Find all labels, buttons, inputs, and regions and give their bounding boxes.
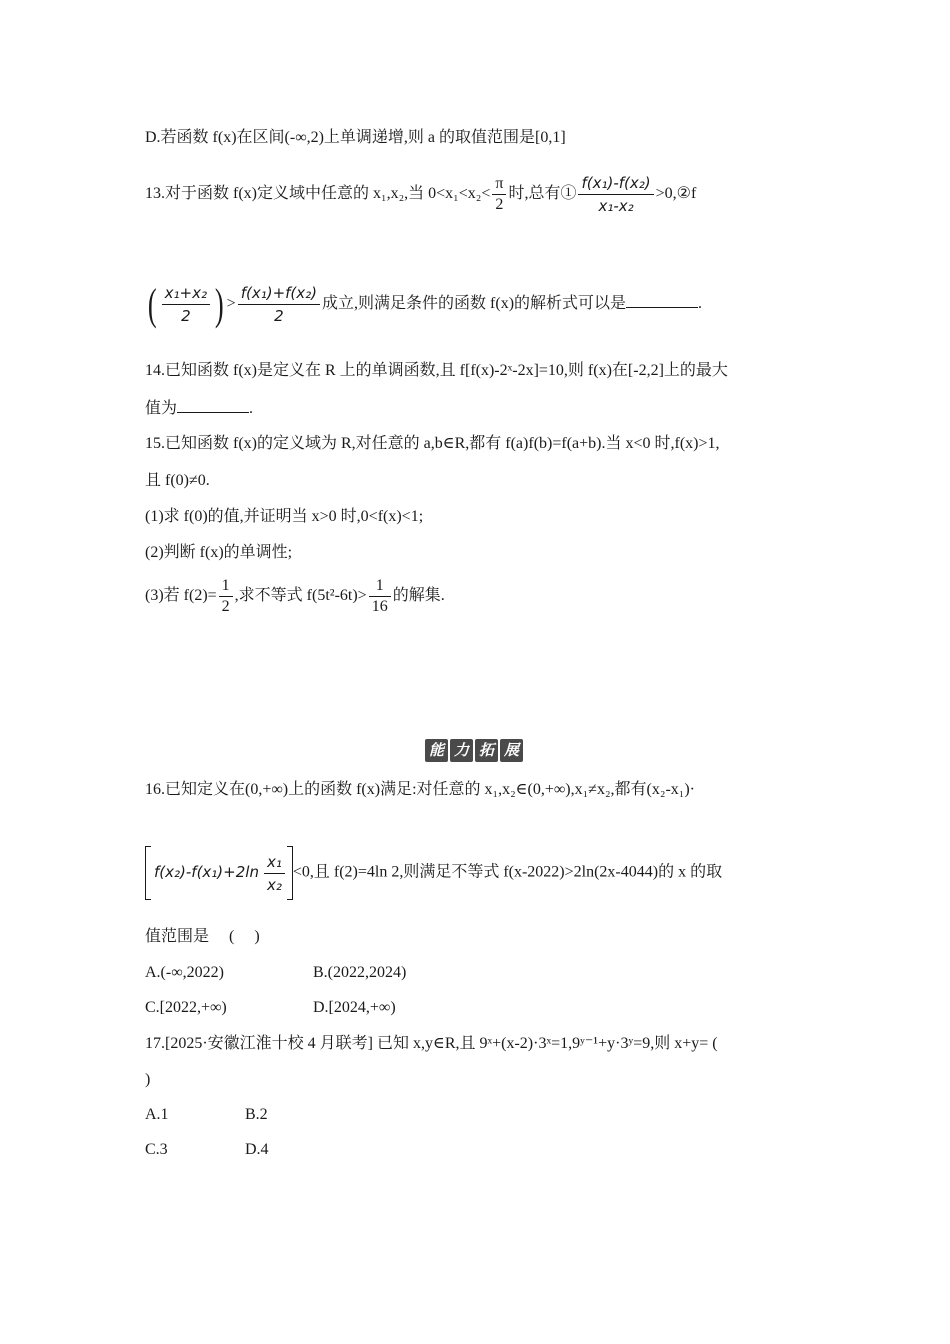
frac2-denominator: 2 [181, 307, 191, 325]
q13-pi-over-2 [492, 174, 506, 215]
q16-option-a[interactable]: A.(-∞,2022) [145, 964, 224, 981]
sixteenth-denominator: 16 [371, 598, 388, 615]
q15-part1: (1)求 f(0)的值,并证明当 x>0 时,0<f(x)<1; [145, 508, 424, 525]
q15-part2: (2)判断 f(x)的单调性; [145, 544, 293, 561]
frac1-denominator: x₁-x₂ [598, 197, 634, 215]
q17-option-b[interactable]: B.2 [245, 1106, 268, 1123]
q15-line2: 且 f(0)≠0. [145, 472, 210, 489]
badge-char-3: 拓 [475, 739, 498, 762]
q17-option-a[interactable]: A.1 [145, 1106, 169, 1123]
q13-gt0: >0,②f [655, 185, 697, 203]
q17-option-c[interactable]: C.3 [145, 1141, 168, 1158]
q13-fraction2 [162, 282, 210, 327]
half-numerator: 1 [219, 576, 233, 597]
q13-answer-blank[interactable] [626, 293, 698, 308]
q14-end: . [249, 400, 254, 417]
badge-char-1: 能 [425, 739, 448, 762]
ln-numerator: x₁ [264, 851, 285, 874]
q15-part3-c: 的解集. [392, 587, 445, 605]
q16-line2-tail: <0,且 f(2)=4ln 2,则满足不等式 f(x-2022)>2ln(2x-4044)的 x 的取 [292, 863, 723, 881]
q16-option-c[interactable]: C.[2022,+∞) [145, 999, 227, 1016]
q15-part3 [145, 576, 445, 617]
q16-option-d[interactable]: D.[2024,+∞) [313, 999, 396, 1016]
frac3-denominator: 2 [274, 307, 284, 325]
q15-sixteenth [369, 576, 391, 617]
q14-line2 [145, 398, 253, 419]
q13-tail: 成立,则满足条件的函数 f(x)的解析式可以是 [322, 295, 627, 313]
q17-line2: ) [145, 1071, 151, 1088]
q13-fraction1 [578, 172, 653, 217]
q13-gt: > [226, 295, 236, 313]
q16-expression: f(x₂)-f(x₁)+2ln [154, 862, 259, 881]
q13-line1 [145, 172, 696, 217]
q17-line1: 17.[2025·安徽江淮十校 4 月联考] 已知 x,y∈R,且 9ˣ+(x-2)·3ˣ=1,9ʸ⁻¹+y·3ʸ=9,则 x+y= ( [145, 1035, 718, 1052]
pi-denominator: 2 [495, 196, 504, 213]
q12-option-d: D.若函数 f(x)在区间(-∞,2)上单调递增,则 a 的取值范围是[0,1] [145, 129, 566, 146]
pi-numerator: π [492, 174, 506, 195]
q16-options-row1 [145, 963, 406, 983]
q14-answer-blank[interactable] [177, 398, 249, 413]
frac2-numerator: x₁+x₂ [162, 282, 210, 305]
q13-mid: 时,总有① [508, 185, 577, 203]
q17-options-row1 [145, 1105, 268, 1125]
q13-line2 [145, 279, 703, 329]
section-badge [425, 739, 523, 762]
q16-line2 [145, 846, 722, 900]
q17-options-row2 [145, 1140, 269, 1160]
q13-fraction3 [238, 282, 320, 327]
q14-line1: 14.已知函数 f(x)是定义在 R 上的单调函数,且 f[f(x)-2ˣ-2x]=10,则 f(x)在[-2,2]上的最大 [145, 362, 728, 379]
frac1-numerator: f(x₁)-f(x₂) [578, 172, 653, 195]
right-paren: ) [214, 279, 224, 329]
sixteenth-numerator: 1 [369, 576, 391, 597]
q15-line1: 15.已知函数 f(x)的定义域为 R,对任意的 a,b∈R,都有 f(a)f(b)=f(a+b).当 x<0 时,f(x)>1, [145, 435, 720, 452]
q17-option-d[interactable]: D.4 [245, 1141, 269, 1158]
ln-denominator: x₂ [266, 875, 282, 894]
q15-part3-b: ,求不等式 f(5t²-6t)> [234, 587, 367, 605]
q16-option-b[interactable]: B.(2022,2024) [313, 964, 407, 981]
q16-line3: 值范围是 ( ) [145, 928, 260, 945]
q13-end: . [698, 295, 703, 313]
badge-char-2: 力 [450, 739, 473, 762]
q16-ln-fraction [264, 851, 285, 896]
q15-part3-a: (3)若 f(2)= [145, 587, 217, 605]
q13-intro: 13.对于函数 f(x)定义域中任意的 x₁,x₂,当 0<x₁<x₂< [145, 185, 491, 203]
q16-options-row2 [145, 998, 396, 1018]
badge-char-4: 展 [500, 739, 523, 762]
q14-label: 值为 [145, 400, 178, 417]
half-denominator: 2 [221, 598, 230, 615]
left-paren: ( [147, 279, 157, 329]
frac3-numerator: f(x₁)+f(x₂) [238, 282, 320, 305]
q16-line1: 16.已知定义在(0,+∞)上的函数 f(x)满足:对任意的 x₁,x₂∈(0,+∞),x₁≠x₂,都有(x₂-x₁)· [145, 781, 696, 798]
q15-half [219, 576, 233, 617]
